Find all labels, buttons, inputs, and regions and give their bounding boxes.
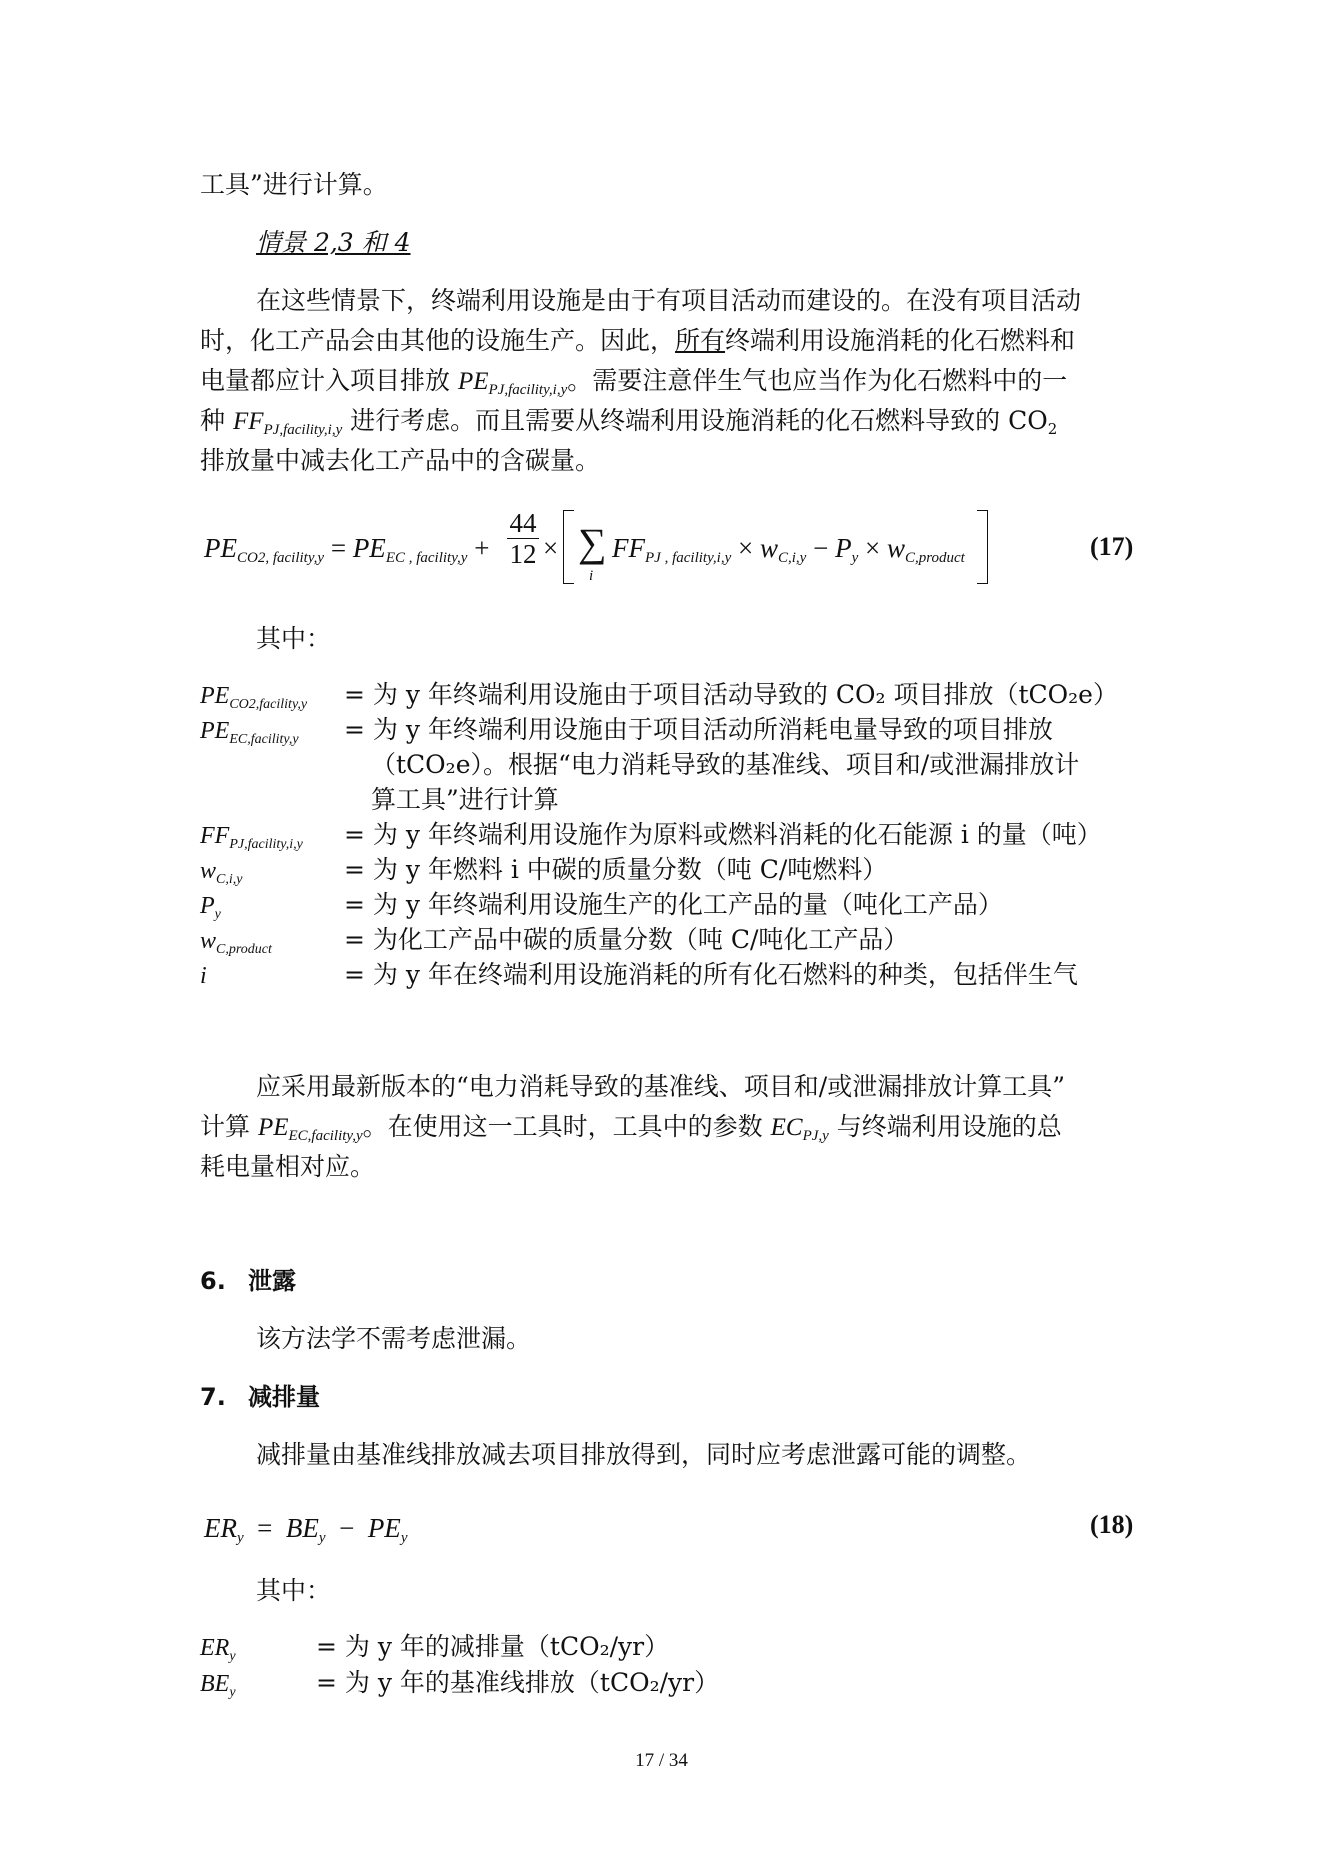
- intro-line: 工具”进行计算。: [200, 170, 388, 199]
- definition-row: $BE_y$: [200, 1671, 236, 1700]
- definition-symbol: BE: [200, 1671, 230, 1697]
- para1-line4: 种 $FF_{PJ,facility,i,y}$ 进行考虑。而且需要从终端利用设施消耗的化石燃料导致的 $CO_2$: [200, 406, 1058, 438]
- para1-line1: 在这些情景下，终端利用设施是由于有项目活动而建设的。在没有项目活动: [256, 286, 1082, 315]
- definition-row: [200, 958, 207, 993]
- section-6-body: 该方法学不需考虑泄漏。: [256, 1324, 532, 1353]
- definition-symbol: ER: [200, 1635, 230, 1661]
- definition-text: = 为化工产品中碳的质量分数（吨 C/吨化工产品）: [344, 925, 909, 954]
- definition-symbol: i: [200, 963, 207, 989]
- scenario-heading-text: 情景 2,3 和 4: [256, 228, 411, 257]
- fraction-44-12: 44 12: [507, 508, 539, 569]
- equation-17-body: $FF_{PJ , facility,i,y} \times w_{C,i,y} - P_y \times w_{C,product}$: [612, 533, 965, 566]
- where-label-2: 其中：: [256, 1576, 332, 1605]
- definition-text: = 为 y 年的基准线排放（tCO₂/yr）: [316, 1668, 720, 1697]
- para2-line3: 耗电量相对应。: [200, 1152, 376, 1181]
- equation-18-number: (18): [1090, 1510, 1134, 1539]
- para2-line2: 计算 $PE_{EC,facility,y}$。在使用这一工具时，工具中的参数 $EC_{PJ,y}$ 与终端利用设施的总: [200, 1112, 1062, 1144]
- para1-line5: 排放量中减去化工产品中的含碳量。: [200, 446, 601, 475]
- page-number: 17 / 34: [635, 1750, 688, 1771]
- sum-index: i: [589, 568, 594, 584]
- underlined-word: 所有: [675, 326, 726, 355]
- definition-symbol: FF: [200, 823, 230, 849]
- definition-row: $ER_y$: [200, 1635, 236, 1664]
- definition-symbol: w: [200, 928, 217, 954]
- definition-text: 算工具”进行计算: [371, 785, 559, 814]
- definition-text: = 为 y 年的减排量（tCO₂/yr）: [316, 1632, 670, 1661]
- definition-text: （tCO₂e）。根据“电力消耗导致的基准线、项目和/或泄漏排放计: [371, 750, 1080, 779]
- where-label-1: 其中：: [256, 624, 332, 653]
- definition-symbol: w: [200, 858, 217, 884]
- equation-17: $PE_{CO2, facility,y} = PE_{EC , facility,y}$ +: [204, 533, 490, 566]
- section-7-body: 减排量由基准线排放减去项目排放得到，同时应考虑泄露可能的调整。: [256, 1440, 1032, 1469]
- definition-row: $PE_{CO2,facility,y}$: [200, 683, 308, 712]
- sum-symbol: ∑: [578, 520, 607, 565]
- left-bracket: [563, 510, 574, 584]
- times-sign: ×: [543, 533, 559, 563]
- definition-symbol: PE: [200, 718, 230, 744]
- definition-row: $FF_{PJ,facility,i,y}$: [200, 823, 303, 852]
- definition-symbol: P: [200, 893, 215, 919]
- definition-text: = 为 y 年终端利用设施由于项目活动所消耗电量导致的项目排放: [344, 715, 1053, 744]
- section-7-heading: 7. 减排量: [200, 1383, 320, 1411]
- definition-text: = 为 y 年终端利用设施由于项目活动导致的 CO₂ 项目排放（tCO₂e）: [344, 680, 1118, 709]
- equation-17-number: (17): [1090, 532, 1134, 561]
- para1-line2: 时，化工产品会由其他的设施生产。因此，所有终端利用设施消耗的化石燃料和: [200, 326, 1076, 355]
- right-bracket: [977, 510, 988, 584]
- definition-text: = 为 y 年终端利用设施生产的化工产品的量（吨化工产品）: [344, 890, 1003, 919]
- para2-line1: 应采用最新版本的“电力消耗导致的基准线、项目和/或泄漏排放计算工具”: [256, 1072, 1065, 1101]
- definition-row: $P_y$: [200, 893, 221, 922]
- definition-text: = 为 y 年燃料 i 中碳的质量分数（吨 C/吨燃料）: [344, 855, 888, 884]
- scenario-heading: [256, 226, 411, 260]
- definition-symbol: PE: [200, 683, 230, 709]
- section-6-heading: 6. 泄露: [200, 1267, 296, 1295]
- equation-18: $ER_y = BE_y - PE_y$: [204, 1513, 408, 1546]
- para1-line3: 电量都应计入项目排放 $PE_{PJ,facility,i,y}$。需要注意伴生气也应当作为化石燃料中的一: [200, 366, 1068, 398]
- definition-row: $PE_{EC,facility,y}$: [200, 718, 299, 747]
- definition-text: = 为 y 年在终端利用设施消耗的所有化石燃料的种类，包括伴生气: [344, 960, 1078, 989]
- definition-row: $w_{C,product}$: [200, 928, 272, 957]
- definition-row: $w_{C,i,y}$: [200, 858, 243, 887]
- definition-text: = 为 y 年终端利用设施作为原料或燃料消耗的化石能源 i 的量（吨）: [344, 820, 1102, 849]
